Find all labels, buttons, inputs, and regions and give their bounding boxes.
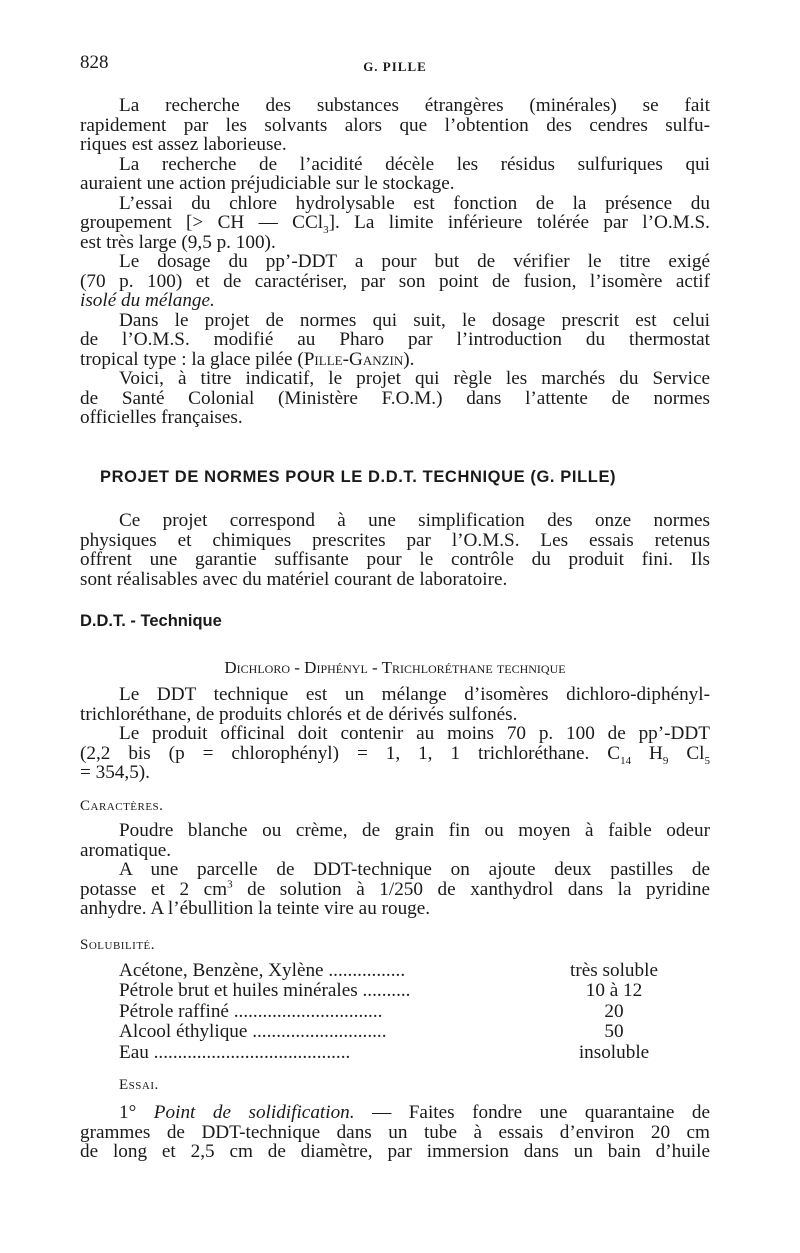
solvent-name: Pétrole raffiné ...............................: [119, 1000, 383, 1022]
text-line: anhydre. A l’ébullition la teinte vire au rouge.: [80, 898, 431, 919]
solvent-name: Alcool éthylique ............................: [119, 1021, 387, 1043]
text-line: La recherche des substances étrangères (minérales) se fait: [119, 95, 710, 116]
text-line: Dans le projet de normes qui suit, le dosage prescrit est celui: [119, 309, 710, 331]
text-line: de l’O.M.S. modifié au Pharo par l’introduction du thermostat: [80, 329, 710, 350]
text-line: [80, 742, 710, 767]
text-line: [80, 212, 710, 236]
solubility-table: [119, 961, 679, 1063]
text-line: riques est assez laborieuse.: [80, 134, 287, 155]
text-fragment: ]. La limite inférieure tolérée par l’O.M.S.: [328, 212, 710, 233]
solubility-value: très soluble: [570, 960, 658, 981]
text-line: = 354,5).: [80, 762, 150, 783]
solubility-row: [119, 981, 679, 1001]
section-title: PROJET DE NORMES POUR LE D.D.T. TECHNIQUE (G. PILLE): [100, 468, 617, 486]
solubility-value: 10 à 12: [585, 980, 643, 1002]
text-line: aromatique.: [80, 839, 172, 861]
subscript: 5: [704, 754, 710, 767]
solvent-name: Acétone, Benzène, Xylène ................: [119, 960, 406, 981]
text-line: Le dosage du pp’-DDT a pour but de vérifier le titre exigé: [119, 251, 710, 272]
subscript: 14: [620, 754, 632, 767]
essai-title: Point de solidification.: [153, 1102, 355, 1123]
text-line: rapidement par les solvants alors que l’obtention des cendres sulfu-: [80, 114, 710, 136]
text-line: de Santé Colonial (Ministère F.O.M.) dans l’attente de normes: [80, 387, 710, 409]
text-line: isolé du mélange.: [80, 290, 215, 311]
solubility-row: [119, 1043, 679, 1063]
superscript: 3: [227, 878, 233, 891]
text-line: offrent une garantie suffisante pour le contrôle du produit fini. Ils: [80, 549, 710, 570]
author-name: Pille-Ganzin: [303, 348, 404, 370]
text-line: A une parcelle de DDT-technique on ajoute deux pastilles de: [119, 859, 710, 880]
text-line: est très large (9,5 p. 100).: [80, 231, 276, 253]
text-fragment: groupement [> CH — CCl: [80, 212, 324, 233]
text-line: auraient une action préjudiciable sur le stockage.: [80, 173, 455, 194]
subscript: 3: [323, 223, 329, 236]
text-line: Poudre blanche ou crème, de grain fin ou moyen à faible odeur: [119, 820, 710, 841]
definition: [80, 685, 710, 783]
text-line: [80, 880, 710, 900]
solubility-value: 50: [604, 1021, 624, 1043]
solubility-row: [119, 1022, 679, 1042]
text-fragment: de solution à 1/250 de xanthydrol dans la pyridine: [232, 878, 710, 900]
solubility-row: [119, 1002, 679, 1022]
caracteres-text: [80, 821, 710, 919]
text-line: de long et 2,5 cm de diamètre, par immersion dans un bain d’huile: [80, 1141, 710, 1162]
text-fragment: Cl: [668, 742, 705, 764]
text-line: sont réalisables avec du matériel courant de laboratoire.: [80, 568, 508, 590]
centered-title: Dichloro - Diphényl - Trichloréthane technique: [224, 658, 566, 677]
text-line: Le produit officinal doit contenir au moins 70 p. 100 de pp’-DDT: [119, 723, 710, 744]
text-line: Ce projet correspond à une simplification des onze normes: [119, 510, 710, 531]
text-line: [80, 350, 710, 370]
solubility-value: 20: [604, 1000, 624, 1022]
text-fragment: ).: [403, 348, 415, 370]
solvent-name: Eau .........................................: [119, 1041, 351, 1063]
text-fragment: H: [631, 742, 663, 764]
text-line: Le DDT technique est un mélange d’isomères dichloro-diphényl-: [119, 684, 710, 705]
text-fragment: tropical type : la glace pilée (: [80, 348, 304, 370]
page-header: [80, 52, 710, 82]
text-line: L’essai du chlore hydrolysable est fonction de la présence du: [119, 192, 710, 214]
intro-paragraphs: [80, 96, 710, 428]
text-line: La recherche de l’acidité décèle les résidus sulfuriques qui: [119, 153, 710, 175]
caracteres-label: Caractères.: [80, 798, 164, 814]
solvent-name: Pétrole brut et huiles minérales ..........: [119, 980, 411, 1002]
text-fragment: potasse et 2 cm: [80, 878, 228, 900]
solubility-row: [119, 961, 679, 981]
text-line: trichloréthane, de produits chlorés et de dérivés sulfonés.: [80, 703, 518, 725]
subsection-title: D.D.T. - Technique: [80, 612, 222, 630]
essai-number: 1°: [119, 1102, 137, 1123]
section-intro: [80, 511, 710, 589]
solubility-value: insoluble: [578, 1041, 650, 1063]
page-number: 828: [80, 52, 109, 73]
solubilite-label: Solubilité.: [80, 937, 156, 953]
essai-label: Essai.: [119, 1077, 159, 1093]
text-line: physiques et chimiques prescrites par l’O.M.S. Les essais retenus: [80, 529, 710, 551]
text-line: [80, 1103, 710, 1123]
text-fragment: (2,2 bis (p = chlorophényl) = 1, 1, 1 trichloréthane. C: [80, 742, 621, 764]
text-line: Voici, à titre indicatif, le projet qui règle les marchés du Service: [119, 368, 710, 389]
running-head: G. PILLE: [363, 59, 427, 74]
text-line: officielles françaises.: [80, 407, 243, 428]
essai-text: [80, 1103, 710, 1162]
text-line: (70 p. 100) et de caractériser, par son point de fusion, l’isomère actif: [80, 270, 710, 292]
text-fragment: — Faites fondre une quarantaine de: [354, 1102, 711, 1123]
text-line: grammes de DDT-technique dans un tube à essais d’environ 20 cm: [80, 1121, 710, 1143]
subscript: 9: [662, 754, 669, 767]
